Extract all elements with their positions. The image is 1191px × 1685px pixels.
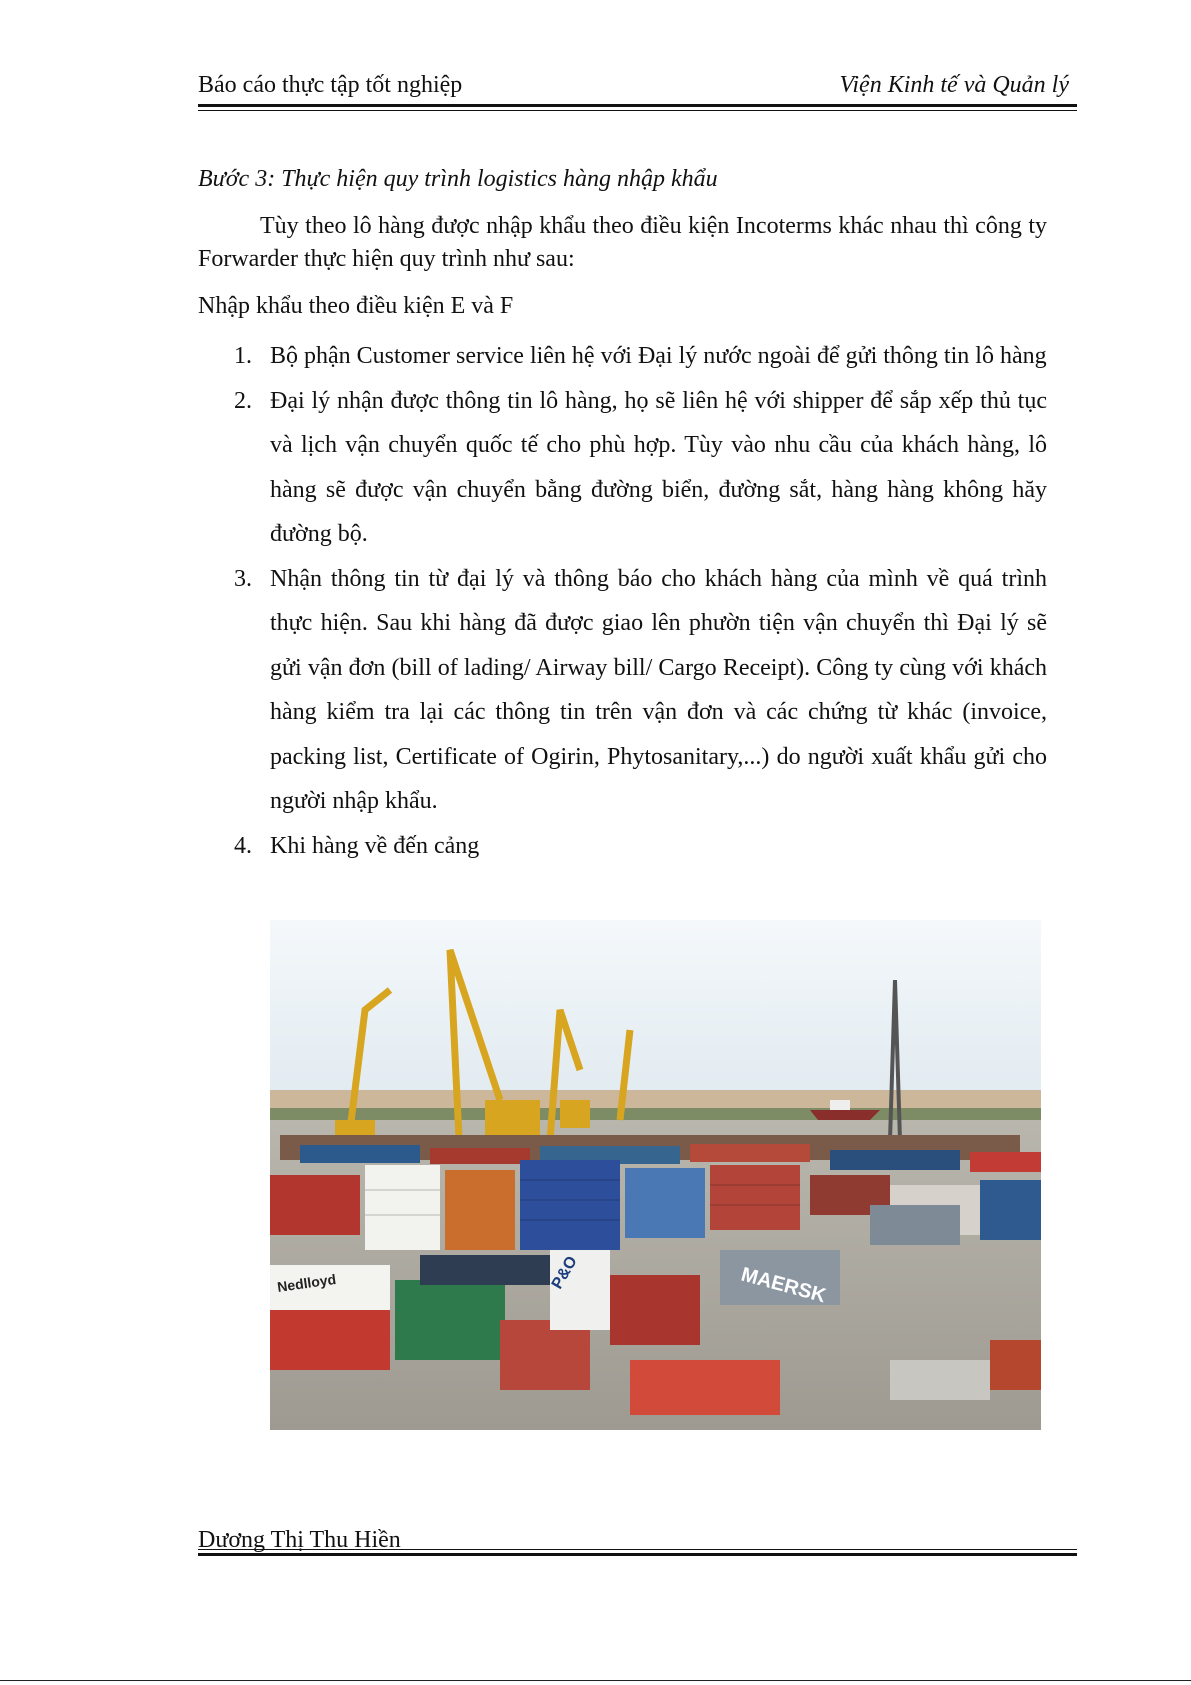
list-item xyxy=(198,379,1047,557)
list-text: Nhận thông tin từ đại lý và thông báo cho khách hàng của mình về quá trình thực hiện. Sau khi hàng đã được giao lên phườn tiện vận chuyển thì Đại lý sẽ gửi vận đơn (bill of lading/ Airway bill/ Cargo Receipt). Công ty cùng với khách hàng kiểm tra lại các thông tin trên vận đơn và các chứng từ khác (invoice, packing list, Certificate of Ogirin, Phytosanitary,...) do người xuất khẩu gửi cho người nhập khẩu. xyxy=(270,565,1047,814)
step-title: Bước 3: Thực hiện quy trình logistics hàng nhập khẩu xyxy=(198,166,718,192)
footer-rule-thin xyxy=(198,1549,1077,1550)
list-number: 2. xyxy=(234,387,252,414)
subheading: Nhập khẩu theo điều kiện E và F xyxy=(198,293,514,319)
header-right-title: Viện Kinh tế và Quản lý xyxy=(839,72,1069,98)
list-item xyxy=(198,824,1047,869)
intro-paragraph: Tùy theo lô hàng được nhập khẩu theo điều kiện Incoterms khác nhau thì công ty Forwarder thực hiện quy trình như sau: xyxy=(198,213,1047,272)
list-number: 4. xyxy=(234,832,252,859)
list-text: Bộ phận Customer service liên hệ với Đại lý nước ngoài để gửi thông tin lô hàng xyxy=(270,343,1047,369)
po-label: P&O xyxy=(548,1253,581,1292)
page-bottom-line xyxy=(0,1680,1191,1681)
port-container-photo xyxy=(270,920,1041,1430)
list-number: 1. xyxy=(234,343,252,369)
header-rule-thin xyxy=(198,110,1077,111)
footer-rule xyxy=(198,1553,1077,1556)
footer-author: Dương Thị Thu Hiền xyxy=(198,1527,401,1553)
list-text: Khi hàng về đến cảng xyxy=(270,832,480,859)
list-text: Đại lý nhận được thông tin lô hàng, họ sẽ liên hệ với shipper để sắp xếp thủ tục và lịch vận chuyển quốc tế cho phù hợp. Tùy vào nhu cầu của khách hàng, lô hàng sẽ được vận chuyển bằng đường biển, đường sắt, hàng hàng không hăy đường bộ. xyxy=(270,387,1047,547)
list-item xyxy=(198,334,1047,379)
list-number: 3. xyxy=(234,565,252,592)
steps-list xyxy=(198,334,1047,868)
maersk-label: MAERSK xyxy=(738,1263,829,1308)
header-rule xyxy=(198,104,1077,107)
header-left-title: Báo cáo thực tập tốt nghiệp xyxy=(198,72,463,98)
list-item xyxy=(198,557,1047,824)
nedlloyd-label: Nedlloyd xyxy=(276,1270,337,1295)
